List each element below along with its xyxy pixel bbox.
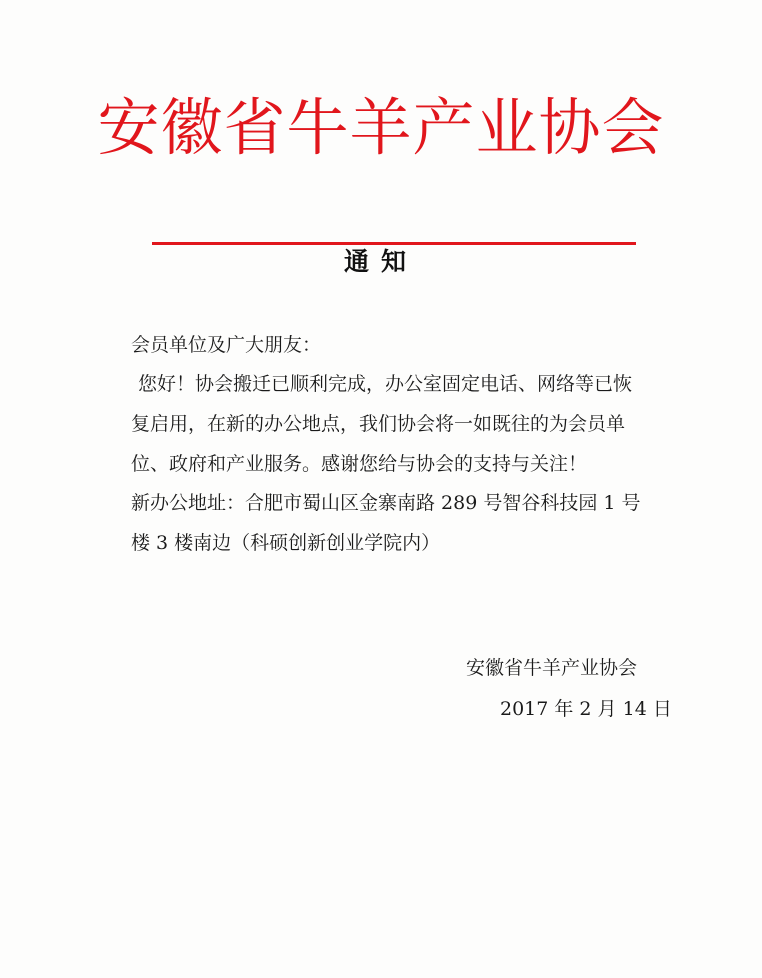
signature-organization: 安徽省牛羊产业协会 xyxy=(466,657,638,679)
body-line: 复启用，在新的办公地点，我们协会将一如既往的为会员单 xyxy=(131,413,626,435)
body-line: 您好！协会搬迁已顺利完成，办公室固定电话、网络等已恢 xyxy=(138,373,633,395)
address-line: 新办公地址：合肥市蜀山区金寨南路 289 号智谷科技园 1 号 xyxy=(131,492,641,514)
address-line: 楼 3 楼南边（科硕创新创业学院内） xyxy=(131,532,441,554)
body-line: 位、政府和产业服务。感谢您给与协会的支持与关注！ xyxy=(131,453,588,475)
notice-title: 通知 xyxy=(343,247,418,276)
organization-letterhead: 安徽省牛羊产业协会 xyxy=(97,91,665,164)
signature-date: 2017 年 2 月 14 日 xyxy=(500,698,672,720)
salutation: 会员单位及广大朋友： xyxy=(131,334,322,356)
